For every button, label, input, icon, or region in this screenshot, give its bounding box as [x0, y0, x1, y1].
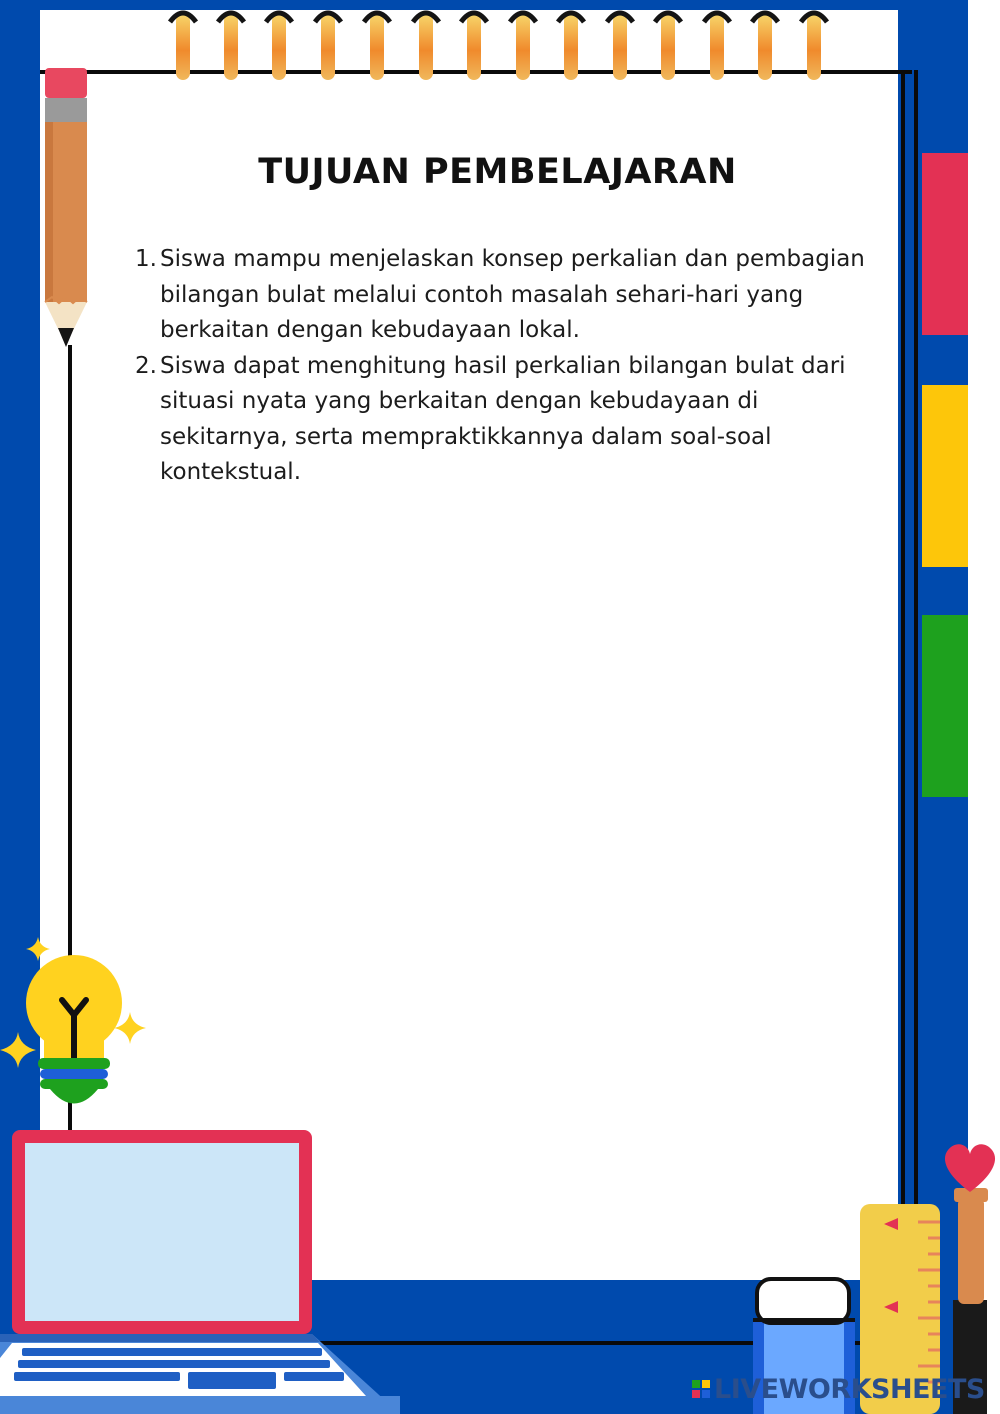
list-item	[135, 349, 880, 491]
list-item-number: 2.	[135, 352, 157, 379]
tab-yellow	[922, 385, 968, 567]
list-item-text: Siswa mampu menjelaskan konsep perkalian dan pembagian bilangan bulat melalui contoh masalah sehari-hari yang berkaitan dengan kebudayaan lokal.	[160, 246, 865, 343]
learning-objectives-list	[135, 242, 880, 491]
list-item	[135, 242, 880, 349]
page-title: TUJUAN PEMBELAJARAN	[258, 152, 737, 192]
liveworksheets-brand	[692, 1372, 985, 1406]
list-item-number: 1.	[135, 246, 157, 272]
list-item-text: Siswa dapat menghitung hasil perkalian bilangan bulat dari situasi nyata yang berkaitan dengan kebudayaan di sekitarnya, serta mempraktikkannya dalam soal-soal kontekstual.	[160, 352, 846, 485]
notebook-paper	[40, 10, 898, 1280]
tab-green	[922, 615, 968, 797]
pencil-icon	[45, 68, 87, 347]
liveworksheets-logo-icon	[692, 1380, 710, 1398]
tab-red	[922, 153, 968, 335]
brand-wordmark: LIVEWORKSHEETS	[714, 1373, 985, 1405]
